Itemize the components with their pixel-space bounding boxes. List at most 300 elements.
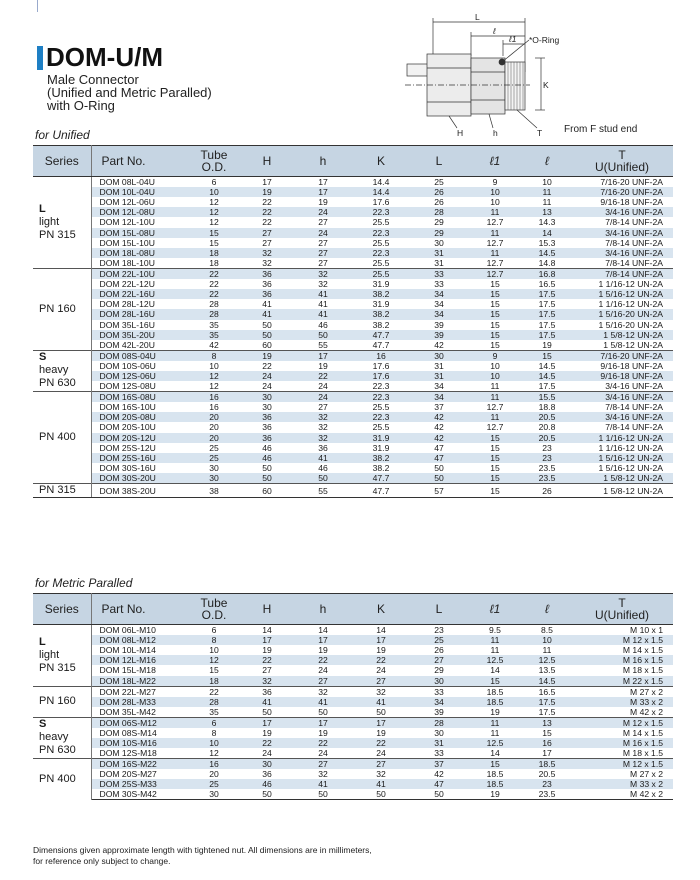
cell-l: 11	[542, 197, 552, 208]
section-title-metric: for Metric Paralled	[35, 576, 133, 590]
cell-H: 24	[262, 381, 272, 392]
series-label: PN 315	[39, 661, 76, 674]
cell-l1: 12.5	[467, 738, 523, 748]
cell-L: 42	[434, 769, 444, 780]
cell-K: 50	[351, 789, 411, 800]
cell-h: 32	[295, 686, 351, 697]
cell-L: 29	[434, 217, 444, 228]
cell-part-no: DOM 38S-20U	[91, 484, 189, 498]
cell-l: 17.5	[523, 309, 571, 319]
cell-T: M 12 x 1.5	[571, 758, 673, 769]
cell-H: 50	[262, 463, 272, 474]
cell-L: 47	[434, 442, 444, 453]
cell-K: 25.5	[351, 268, 411, 279]
cell-l: 19	[542, 339, 552, 350]
cell-part-no: DOM 18L-08U	[91, 248, 189, 258]
cell-part-no: DOM 35L-16U	[99, 319, 155, 330]
series-label: S	[39, 351, 47, 364]
cell-K: 47.7	[372, 339, 390, 350]
cell-T: 9/16-18 UNF-2A	[600, 197, 663, 208]
cell-tube-od: 15	[209, 665, 219, 676]
col-H: H	[239, 594, 295, 625]
cell-l: 14.5	[523, 676, 571, 687]
label-T: T	[537, 128, 543, 138]
table-row	[33, 665, 673, 675]
table-row	[33, 238, 673, 248]
cell-tube-od: 15	[209, 237, 219, 248]
cell-L: 26	[411, 187, 467, 197]
cell-part-no: DOM 20S-10U	[99, 422, 156, 433]
cell-tube-od: 16	[189, 392, 239, 403]
table-row	[33, 748, 673, 759]
cell-K: 17	[351, 635, 411, 645]
series-label: light	[39, 215, 60, 228]
cell-K: 17.6	[372, 360, 390, 371]
table-row	[33, 228, 673, 238]
cell-tube-od: 12	[189, 655, 239, 665]
cell-T: 7/16-20 UNF-2A	[600, 177, 663, 187]
cell-tube-od: 12	[189, 371, 239, 381]
table-row	[33, 738, 673, 748]
cell-L: 26	[434, 645, 444, 656]
cell-l: 14.8	[538, 257, 556, 268]
cell-H: 36	[239, 433, 295, 443]
cell-l: 23.5	[523, 789, 571, 800]
cell-l1: 11	[490, 381, 500, 392]
cell-K: 47.7	[351, 484, 411, 498]
series-label: L	[39, 202, 46, 215]
subtitle-line: Male Connector	[47, 72, 139, 87]
cell-L: 34	[434, 299, 444, 310]
cell-H: 14	[262, 625, 272, 635]
cell-l: 20.5	[523, 433, 571, 443]
col-tube-line: O.D.	[201, 608, 227, 622]
cell-K: 38.2	[351, 453, 411, 463]
cell-H: 24	[239, 371, 295, 381]
cell-H: 60	[239, 484, 295, 498]
col-l1: ℓ1	[467, 594, 523, 625]
header-row	[33, 146, 673, 177]
table-row	[33, 289, 673, 299]
cell-l1: 15	[490, 339, 500, 350]
cell-K: 50	[376, 706, 386, 717]
cell-h: 17	[295, 187, 351, 197]
cell-part-no: DOM 30S-M42	[91, 789, 189, 800]
cell-L: 34	[411, 309, 467, 319]
cell-l1: 15	[467, 330, 523, 340]
cell-part-no: DOM 30S-16U	[99, 463, 156, 474]
table-row	[33, 655, 673, 665]
cell-tube-od: 25	[189, 779, 239, 789]
cell-T: M 14 x 1.5	[622, 645, 663, 656]
cell-part-no: DOM 08S-04U	[91, 350, 189, 361]
cell-l: 14.5	[523, 371, 571, 381]
col-T	[571, 146, 673, 177]
cell-L: 25	[411, 635, 467, 645]
table-row	[33, 371, 673, 381]
cell-K: 31.9	[351, 433, 411, 443]
cell-part-no: DOM 15L-08U	[91, 228, 189, 238]
table-row	[33, 207, 673, 217]
cell-T: 1 1/16-12 UN-2A	[598, 442, 663, 453]
cell-L: 37	[434, 402, 444, 413]
cell-H: 36	[239, 686, 295, 697]
series-label: PN 400	[39, 772, 76, 785]
cell-L: 30	[411, 350, 467, 361]
table-row	[33, 769, 673, 779]
cell-H: 50	[239, 473, 295, 484]
cell-part-no: DOM 15L-M18	[99, 665, 156, 676]
cell-H: 41	[239, 309, 295, 319]
cell-part-no: DOM 18L-10U	[99, 257, 155, 268]
cell-tube-od: 35	[209, 706, 219, 717]
cell-tube-od: 12	[209, 747, 219, 758]
cell-l: 20.5	[523, 412, 571, 422]
cell-tube-od: 22	[189, 686, 239, 697]
col-series: Series	[33, 146, 91, 177]
cell-T: M 33 x 2	[571, 697, 673, 707]
cell-l1: 10	[490, 197, 500, 208]
cell-H: 50	[239, 330, 295, 340]
cell-h: 19	[318, 645, 328, 656]
cell-part-no: DOM 10L-04U	[91, 187, 189, 197]
cell-K: 31.9	[372, 299, 390, 310]
cell-h: 55	[295, 484, 351, 498]
cell-K: 38.2	[372, 463, 390, 474]
cell-K: 22.3	[351, 392, 411, 403]
table-row	[33, 248, 673, 258]
label-h: h	[493, 128, 498, 138]
cell-T: M 14 x 1.5	[622, 727, 663, 738]
cell-K: 27	[351, 758, 411, 769]
cell-tube-od: 10	[189, 738, 239, 748]
cell-T: 1 5/8-12 UN-2A	[571, 330, 673, 340]
col-tube-line: Tube	[200, 596, 228, 610]
cell-part-no: DOM 28L-12U	[99, 299, 155, 310]
cell-T: M 12 x 1.5	[571, 635, 673, 645]
table-row	[33, 676, 673, 687]
cell-L: 33	[411, 686, 467, 697]
cell-l1: 11	[467, 207, 523, 217]
cell-part-no: DOM 42L-20U	[99, 339, 155, 350]
cell-part-no: DOM 20S-M27	[99, 769, 157, 780]
table-row	[33, 412, 673, 422]
cell-L: 31	[434, 360, 444, 371]
table-row	[33, 463, 673, 473]
cell-H: 36	[239, 412, 295, 422]
cell-H: 17	[239, 635, 295, 645]
cell-h: 19	[318, 727, 328, 738]
cell-H: 36	[262, 279, 272, 290]
cell-h: 19	[318, 197, 328, 208]
cell-H: 41	[262, 299, 272, 310]
cell-part-no: DOM 10S-06U	[99, 360, 156, 371]
cell-K: 25.5	[372, 422, 390, 433]
cell-T: 7/8-14 UNF-2A	[605, 402, 663, 413]
col-K: K	[351, 146, 411, 177]
cell-l: 10	[523, 635, 571, 645]
cell-tube-od: 8	[189, 350, 239, 361]
col-l: ℓ	[523, 146, 571, 177]
page-subtitle	[47, 73, 212, 112]
cell-l: 11	[542, 645, 552, 656]
series-cell	[33, 392, 91, 484]
table-row	[33, 473, 673, 484]
cell-l1: 15	[467, 433, 523, 443]
cell-l1: 18.5	[467, 686, 523, 697]
cell-L: 28	[411, 207, 467, 217]
cell-l1: 10	[490, 360, 500, 371]
cell-h: 32	[295, 412, 351, 422]
cell-T: M 16 x 1.5	[571, 738, 673, 748]
cell-L: 42	[434, 339, 444, 350]
cell-l1: 9	[467, 350, 523, 361]
cell-part-no: DOM 08L-M12	[91, 635, 189, 645]
series-cell	[33, 350, 91, 391]
cell-L: 31	[411, 738, 467, 748]
label-oring: *O-Ring	[529, 35, 560, 45]
table-row	[33, 422, 673, 432]
col-l1: ℓ1	[467, 146, 523, 177]
table-row	[33, 197, 673, 207]
cell-h: 41	[295, 453, 351, 463]
cell-part-no: DOM 12L-08U	[91, 207, 189, 217]
cell-l1: 15	[467, 484, 523, 498]
cell-h: 22	[295, 655, 351, 665]
cell-tube-od: 22	[209, 279, 219, 290]
cell-part-no: DOM 30S-20U	[91, 473, 189, 484]
cell-K: 31.9	[372, 442, 390, 453]
cell-L: 34	[411, 392, 467, 403]
series-label: L	[39, 635, 46, 648]
cell-part-no: DOM 16S-M22	[91, 758, 189, 769]
col-part-no: Part No.	[91, 594, 189, 625]
cell-part-no: DOM 06L-M10	[99, 625, 156, 635]
cell-l: 11	[523, 187, 571, 197]
series-label: PN 630	[39, 377, 76, 390]
cell-K: 22.3	[351, 228, 411, 238]
cell-H: 50	[239, 789, 295, 800]
cell-part-no: DOM 12S-06U	[91, 371, 189, 381]
table-row	[33, 340, 673, 351]
cell-T: 3/4-16 UNF-2A	[605, 381, 663, 392]
cell-L: 33	[434, 279, 444, 290]
cell-l: 12.5	[523, 655, 571, 665]
cell-h: 27	[295, 758, 351, 769]
series-label: PN 160	[39, 302, 76, 315]
cell-K: 17.6	[372, 197, 390, 208]
table-row	[33, 217, 673, 227]
cell-part-no: DOM 25S-16U	[91, 453, 189, 463]
col-h: h	[295, 146, 351, 177]
label-l1: ℓ1	[509, 34, 517, 44]
cell-l: 15.5	[523, 392, 571, 403]
cell-tube-od: 10	[189, 187, 239, 197]
table-row	[33, 309, 673, 319]
cell-L: 39	[434, 706, 444, 717]
cell-H: 22	[239, 207, 295, 217]
cell-part-no: DOM 08S-M14	[99, 727, 157, 738]
cell-T: M 42 x 2	[571, 789, 673, 800]
cell-T: 3/4-16 UNF-2A	[571, 207, 673, 217]
cell-L: 47	[411, 453, 467, 463]
cell-tube-od: 28	[189, 309, 239, 319]
cell-L: 47	[411, 779, 467, 789]
cell-tube-od: 28	[209, 299, 219, 310]
series-label: heavy	[39, 364, 69, 377]
cell-tube-od: 10	[209, 645, 219, 656]
cell-L: 31	[434, 257, 444, 268]
cell-tube-od: 12	[209, 197, 219, 208]
cell-H: 36	[262, 769, 272, 780]
cell-K: 22.3	[351, 248, 411, 258]
cell-T: M 27 x 2	[571, 686, 673, 697]
series-cell	[33, 484, 91, 498]
cell-l: 13.5	[538, 665, 556, 676]
col-tube-od	[189, 146, 239, 177]
cell-part-no: DOM 18L-M22	[91, 676, 189, 687]
cell-part-no: DOM 12S-M18	[99, 747, 157, 758]
cell-part-no: DOM 08L-04U	[99, 177, 155, 187]
series-label: PN 315	[39, 484, 76, 497]
cell-h: 50	[318, 706, 328, 717]
cell-tube-od: 10	[209, 360, 219, 371]
table-row	[33, 187, 673, 197]
cell-T: 1 1/16-12 UN-2A	[598, 299, 663, 310]
cell-l: 18.5	[523, 758, 571, 769]
cell-K: 32	[376, 769, 386, 780]
cell-K: 22.3	[351, 207, 411, 217]
cell-l: 14.5	[538, 360, 556, 371]
cell-L: 50	[411, 473, 467, 484]
cell-T: 1 5/8-12 UN-2A	[603, 339, 663, 350]
cell-h: 41	[295, 779, 351, 789]
cell-l: 17.5	[523, 289, 571, 299]
cell-l1: 15	[490, 299, 500, 310]
cell-l1: 15	[467, 309, 523, 319]
cell-l: 23	[542, 442, 552, 453]
col-tube-od	[189, 594, 239, 625]
cell-h: 27	[295, 248, 351, 258]
cell-T: 3/4-16 UNF-2A	[571, 228, 673, 238]
cell-K: 25.5	[372, 402, 390, 413]
cell-tube-od: 6	[189, 717, 239, 728]
page-title: DOM-U/M	[46, 42, 163, 72]
col-T-line: U(Unified)	[594, 608, 649, 622]
cell-K: 22	[351, 655, 411, 665]
cell-H: 19	[262, 727, 272, 738]
cell-h: 50	[295, 789, 351, 800]
cell-l1: 11	[467, 635, 523, 645]
cell-H: 50	[262, 706, 272, 717]
series-label: PN 315	[39, 228, 76, 241]
col-h: h	[295, 594, 351, 625]
footnote-line: Dimensions given approximate length with tightened nut. All dimensions are in millimeters,	[33, 845, 372, 855]
cell-part-no: DOM 15L-10U	[99, 237, 155, 248]
cell-T: 7/8-14 UNF-2A	[605, 257, 663, 268]
table-row	[33, 392, 673, 403]
cell-l1: 12.7	[486, 257, 504, 268]
cell-T: M 27 x 2	[630, 769, 663, 780]
cell-T: 1 5/16-20 UN-2A	[571, 309, 673, 319]
cell-part-no: DOM 22L-12U	[99, 279, 155, 290]
cell-l1: 12.7	[486, 237, 504, 248]
cell-l1: 15	[490, 463, 500, 474]
title-accent-bar	[37, 46, 43, 70]
cell-T: M 18 x 1.5	[622, 747, 663, 758]
cell-K: 19	[376, 727, 386, 738]
cell-h: 32	[318, 279, 328, 290]
label-l: ℓ	[493, 26, 496, 36]
cell-K: 14.4	[351, 187, 411, 197]
cell-part-no: DOM 12L-06U	[99, 197, 155, 208]
cell-K: 24	[376, 747, 386, 758]
cell-L: 23	[434, 625, 444, 635]
cell-h: 17	[295, 717, 351, 728]
cell-tube-od: 8	[211, 727, 217, 738]
cell-H: 19	[239, 350, 295, 361]
cell-T: 7/16-20 UNF-2A	[571, 187, 673, 197]
cell-K: 14.4	[372, 177, 390, 187]
cell-l1: 15	[490, 442, 500, 453]
series-label: light	[39, 648, 60, 661]
table-row	[33, 402, 673, 412]
cell-l: 20.5	[538, 769, 556, 780]
cell-tube-od: 28	[189, 697, 239, 707]
cell-l: 17.5	[538, 319, 556, 330]
cell-L: 39	[411, 330, 467, 340]
cell-L: 42	[411, 412, 467, 422]
series-cell	[33, 717, 91, 758]
table-row	[33, 279, 673, 289]
series-label: PN 630	[39, 744, 76, 757]
cell-K: 38.2	[372, 319, 390, 330]
cell-part-no: DOM 12L-M16	[91, 655, 189, 665]
table-row	[33, 381, 673, 392]
cell-H: 22	[239, 655, 295, 665]
cell-h: 27	[318, 217, 328, 228]
cell-K: 17	[351, 717, 411, 728]
cell-L: 27	[411, 655, 467, 665]
cell-H: 27	[262, 665, 272, 676]
table-row	[33, 350, 673, 361]
table-row	[33, 779, 673, 789]
cell-K: 22	[351, 738, 411, 748]
cell-H: 19	[239, 187, 295, 197]
cell-K: 14	[376, 625, 386, 635]
table-row	[33, 758, 673, 769]
cell-K: 47.7	[351, 473, 411, 484]
cell-tube-od: 8	[189, 635, 239, 645]
cell-L: 31	[411, 248, 467, 258]
cell-h: 17	[295, 350, 351, 361]
footnote	[33, 845, 372, 867]
cell-l: 17.5	[523, 330, 571, 340]
cell-tube-od: 16	[189, 758, 239, 769]
cell-L: 50	[411, 789, 467, 800]
section-title-unified: for Unified	[35, 128, 90, 142]
cell-T: M 22 x 1.5	[571, 676, 673, 687]
cell-tube-od: 18	[189, 248, 239, 258]
table-row	[33, 258, 673, 269]
cell-part-no: DOM 28L-16U	[91, 309, 189, 319]
cell-tube-od: 30	[189, 473, 239, 484]
cell-l: 23.5	[538, 463, 556, 474]
cell-part-no: DOM 12S-08U	[99, 381, 156, 392]
subtitle-line: with O-Ring	[47, 98, 115, 113]
top-rule	[37, 0, 38, 12]
cell-tube-od: 15	[189, 228, 239, 238]
